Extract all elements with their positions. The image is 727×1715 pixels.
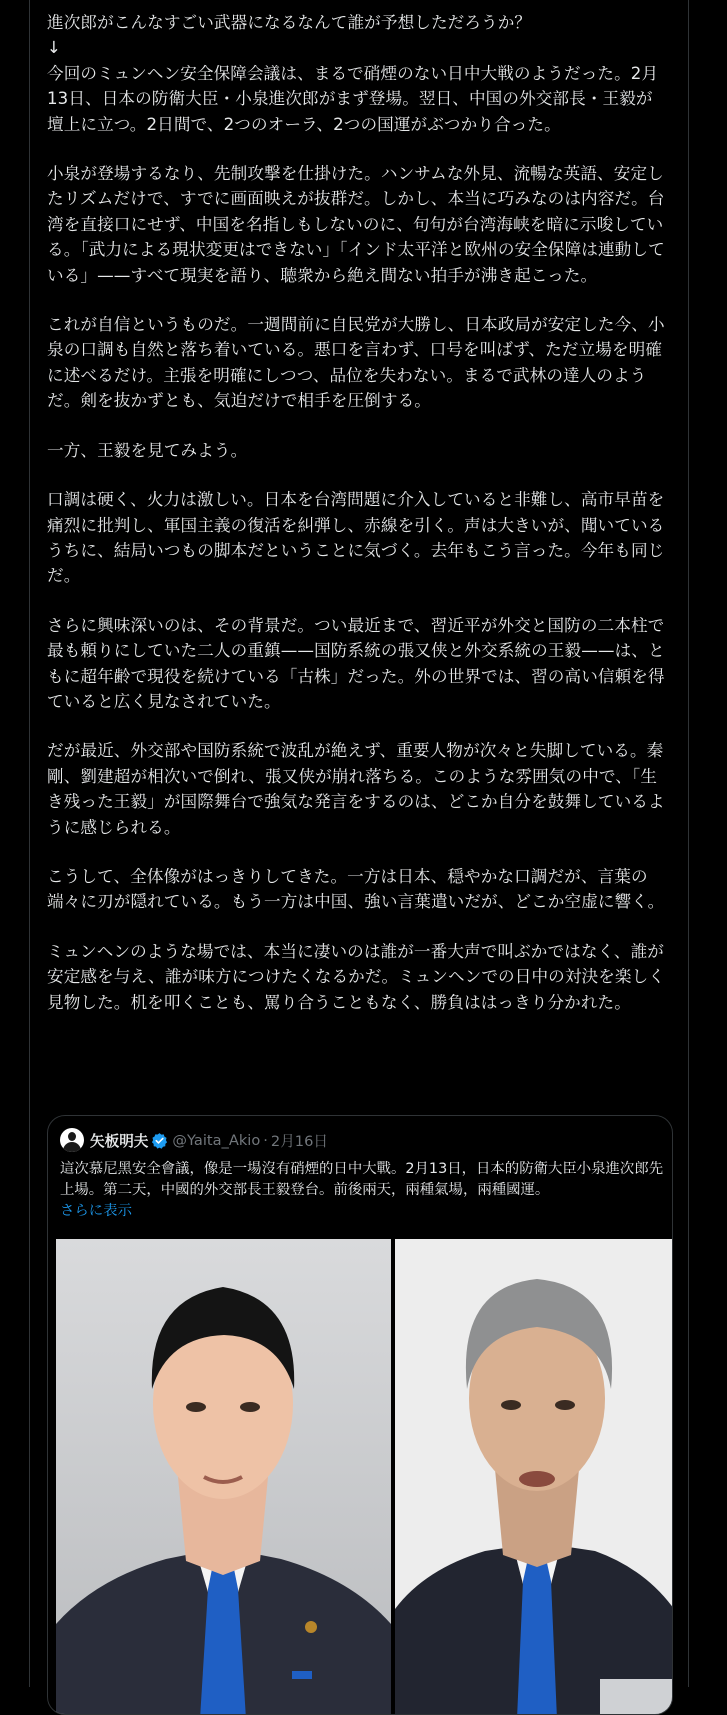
post-date[interactable]: 2月16日 bbox=[270, 1132, 328, 1150]
post-paragraph: こうして、全体像がはっきりしてきた。一方は日本、穏やかな口調だが、言葉の端々に刃が隠れている。もう一方は中国、強い言葉遣いだが、どこか空虚に響く。 bbox=[47, 866, 665, 912]
avatar-head bbox=[68, 1132, 76, 1141]
verified-badge-icon bbox=[151, 1132, 168, 1149]
post-paragraph: だが最近、外交部や国防系統で波乱が絶えず、重要人物が次々と失脚している。秦剛、劉建超が相次いで倒れ、張又侠が崩れ落ちる。このような雰囲気の中で、「生き残った王毅」が国際舞台で強気な発言をするのは、どこか自分を鼓舞しているように感じられる。 bbox=[47, 741, 665, 837]
post-paragraph: 一方、王毅を見てみよう。 bbox=[47, 440, 248, 460]
quoted-post-card[interactable] bbox=[47, 1115, 673, 1715]
post-paragraph: 今回のミュンヘン安全保障会議は、まるで硝煙のない日中大戦のようだった。2月13日、日本の防衛大臣・小泉進次郎がまず登場。翌日、中国の外交部長・王毅が壇上に立つ。2日間で、2つのオーラ、2つの国運がぶつかり合った。 bbox=[47, 63, 659, 134]
photo-wang-yi-illustration bbox=[395, 1239, 673, 1715]
post-paragraph: 小泉が登場するなり、先制攻撃を仕掛けた。ハンサムな外見、流暢な英語、安定したリズムだけで、すでに画面映えが抜群だ。しかし、本当に巧みなのは内容だ。台湾を直接口にせず、中国を名指しもしないのに、句句が台湾海峡を暗に示唆している。「武力による現状変更はできない」「インド太平洋と欧州の安全保障は連動している」——すべて現実を語り、聴衆から絶え間ない拍手が沸き起こった。 bbox=[47, 164, 665, 285]
post-text bbox=[47, 10, 669, 1039]
post-paragraph: さらに興味深いのは、その背景だ。つい最近まで、習近平が外交と国防の二本柱で最も頼りにしていた二人の重鎮——国防系統の張又侠と外交系統の王毅——は、ともに超年齢で現役を続けている「古株」だった。外の世界では、習の高い信頼を得ていると広く見なされていた。 bbox=[47, 615, 665, 711]
author-handle[interactable]: @Yaita_Akio bbox=[172, 1131, 261, 1149]
user-avatar[interactable] bbox=[60, 1128, 84, 1152]
post-paragraph: 進次郎がこんなすごい武器になるなんて誰が予想しただろうか？ ↓ bbox=[47, 13, 532, 58]
quoted-post-text: 這次慕尼黑安全會議，像是一場沒有硝煙的日中大戰。2月13日，日本的防衛大臣小泉進次郎先上場。第二天，中國的外交部長王毅登台。前後兩天，兩種氣場，兩種國運。 bbox=[60, 1161, 664, 1198]
show-more-link[interactable]: さらに表示 bbox=[60, 1203, 132, 1219]
meta-separator: · bbox=[263, 1131, 268, 1149]
author-name[interactable]: 矢板明夫 bbox=[90, 1132, 149, 1150]
post-paragraph: ミュンヘンのような場では、本当に凄いのは誰が一番大声で叫ぶかではなく、誰が安定感を与え、誰が味方につけたくなるかだ。ミュンヘンでの日中の対決を楽しく見物した。机を叩くことも、罵り合うこともなく、勝負ははっきり分かれた。 bbox=[47, 941, 665, 1012]
photo-koizumi[interactable] bbox=[56, 1239, 391, 1715]
avatar-shoulders bbox=[63, 1142, 81, 1152]
photo-koizumi-illustration bbox=[56, 1239, 391, 1715]
post-paragraph: 口調は硬く、火力は激しい。日本を台湾問題に介入していると非難し、高市早苗を痛烈に批判し、軍国主義の復活を糾弾し、赤線を引く。声は大きいが、聞いているうちに、結局いつもの脚本だということに気づく。去年もこう言った。今年も同じだ。 bbox=[47, 490, 665, 586]
post-paragraph: これが自信というものだ。一週間前に自民党が大勝し、日本政局が安定した今、小泉の口調も自然と落ち着いている。悪口を言わず、口号を叫ばず、ただ立場を明確に述べるだけ。主張を明確にしつつ、品位を失わない。まるで武林の達人のようだ。剣を抜かずとも、気迫だけで相手を圧倒する。 bbox=[47, 315, 665, 411]
photo-wang-yi[interactable] bbox=[395, 1239, 673, 1715]
quoted-post-header bbox=[60, 1128, 328, 1152]
